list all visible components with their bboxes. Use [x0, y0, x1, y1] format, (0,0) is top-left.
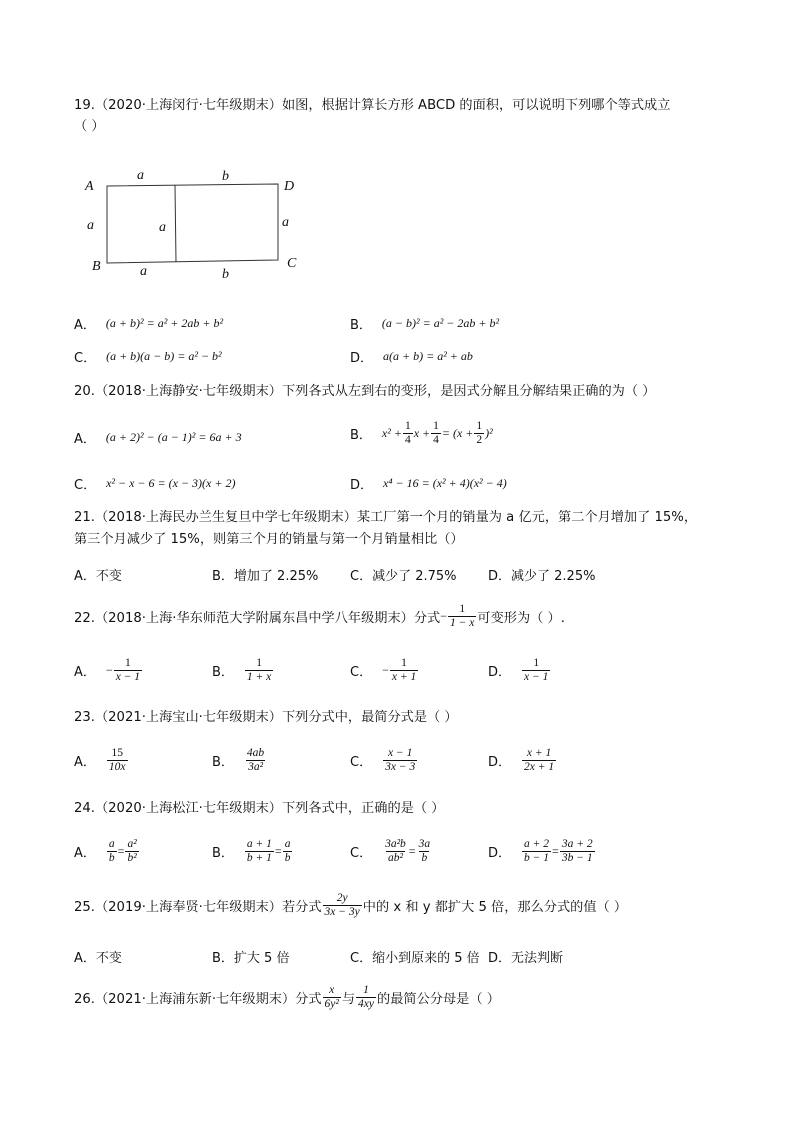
side-a-top-label: a	[137, 168, 144, 183]
q21-stem-line2: 第三个月减少了 15%，则第三个月的销量与第一个月销量相比（）	[74, 532, 464, 547]
side-b-top-label: b	[222, 169, 229, 184]
q24-stem: 24.（2020·上海松江·七年级期末）下列各式中，正确的是（ ）	[74, 801, 445, 816]
q22-option-c[interactable]: C． − $\frac{1}{x + 1}$	[350, 657, 417, 683]
q23-option-b[interactable]: B． $\frac{4ab}{\text{3a²}}$	[212, 747, 265, 773]
q19-option-d[interactable]: D． a(a + b) = a² + ab	[350, 349, 473, 366]
q21-option-c[interactable]: C．减少了 2.75%	[350, 569, 457, 584]
q24-option-b[interactable]: B． $\frac{a + 1}{b + 1}$ = $\frac{a}{b}$	[212, 838, 291, 864]
q21-option-d[interactable]: D．减少了 2.25%	[488, 569, 596, 584]
q22-option-a[interactable]: A． − $\frac{1}{x - 1}$	[74, 657, 141, 683]
vertex-c-label: C	[287, 256, 297, 271]
q25-option-a[interactable]: A．不变	[74, 951, 122, 966]
q20-stem: 20.（2018·上海静安·七年级期末）下列各式从左到右的变形，是因式分解且分解结果正确的为（ ）	[74, 384, 656, 399]
q19-option-b[interactable]: B． (a − b)² = a² − 2ab + b²	[350, 316, 500, 333]
side-a-left-label: a	[87, 218, 94, 233]
q20-option-c[interactable]: C． x² − x − 6 = (x − 3)(x + 2)	[74, 476, 236, 493]
vertex-a-label: A	[85, 179, 94, 194]
q24-option-d[interactable]: D． $\frac{a + 2}{b - 1}$ = $\frac{3a + 2}{3b - 1}$	[488, 838, 593, 864]
q19-stem-line1: 19.（2020·上海闵行·七年级期末）如图，根据计算长方形 ABCD 的面积，可以说明下列哪个等式成立	[74, 98, 671, 113]
q19-option-a[interactable]: A． (a + b)² = a² + 2ab + b²	[74, 316, 224, 333]
q24-option-c[interactable]: C． $\frac{\text{3a²b}}{\text{ab²}}$ = $\frac{3a}{b}$	[350, 838, 431, 864]
q21-option-b[interactable]: B．增加了 2.25%	[212, 569, 319, 584]
side-b-bottom-label: b	[222, 267, 229, 282]
q23-option-d[interactable]: D． $\frac{x + 1}{2x + 1}$	[488, 747, 555, 773]
rectangle-abcd-figure	[80, 160, 310, 285]
vertex-d-label: D	[284, 179, 295, 194]
side-a-middle-label: a	[159, 220, 166, 235]
q20-option-d[interactable]: D． x⁴ − 16 = (x² + 4)(x² − 4)	[350, 476, 507, 493]
q19-option-c[interactable]: C． (a + b)(a − b) = a² − b²	[74, 349, 222, 366]
q21-option-a[interactable]: A．不变	[74, 569, 122, 584]
q19-stem-line2: （ ）	[74, 119, 105, 134]
q25-option-c[interactable]: C．缩小到原来的 5 倍	[350, 951, 480, 966]
q23-option-c[interactable]: C． $\frac{x - 1}{3x - 3}$	[350, 747, 416, 773]
vertex-b-label: B	[92, 259, 101, 274]
q24-option-a[interactable]: A． $\frac{a}{b}$ = $\frac{\text{a²}}{\text{b²}}$	[74, 838, 137, 864]
q25-stem: 25.（2019·上海奉贤·七年级期末）若分式 $\frac{2y}{3x - 3y}$ 中的 x 和 y 都扩大 5 倍，那么分式的值（ ）	[74, 892, 628, 918]
q23-stem: 23.（2021·上海宝山·七年级期末）下列分式中，最简分式是（ ）	[74, 710, 458, 725]
q22-option-b[interactable]: B． $\frac{1}{1 + x}$	[212, 657, 272, 683]
side-a-bottom-label: a	[140, 264, 147, 279]
q20-option-b[interactable]: B． x² + $\frac{1}{4}$ x + $\frac{1}{4}$ = (x + $\frac{1}{2}$ )²	[350, 420, 493, 446]
q25-option-b[interactable]: B．扩大 5 倍	[212, 951, 290, 966]
q21-stem-line1: 21.（2018·上海民办兰生复旦中学七年级期末）某工厂第一个月的销量为 a 亿元，第二个月增加了 15%，	[74, 510, 698, 525]
side-a-right-label: a	[282, 215, 289, 230]
q26-stem: 26.（2021·上海浦东新·七年级期末）分式 $\frac{x}{\text{6y²}}$ 与 $\frac{1}{4xy}$ 的最简公分母是（ ）	[74, 984, 500, 1010]
q22-stem: 22.（2018·上海·华东师范大学附属东昌中学八年级期末）分式 − $\frac{1}{1 - x}$ 可变形为（ ）.	[74, 603, 565, 629]
q25-option-d[interactable]: D．无法判断	[488, 951, 564, 966]
q20-option-a[interactable]: A． (a + 2)² − (a − 1)² = 6a + 3	[74, 430, 242, 447]
q22-option-d[interactable]: D． $\frac{1}{x - 1}$	[488, 657, 549, 683]
q23-option-a[interactable]: A． $\frac{15}{10x}$	[74, 747, 126, 773]
